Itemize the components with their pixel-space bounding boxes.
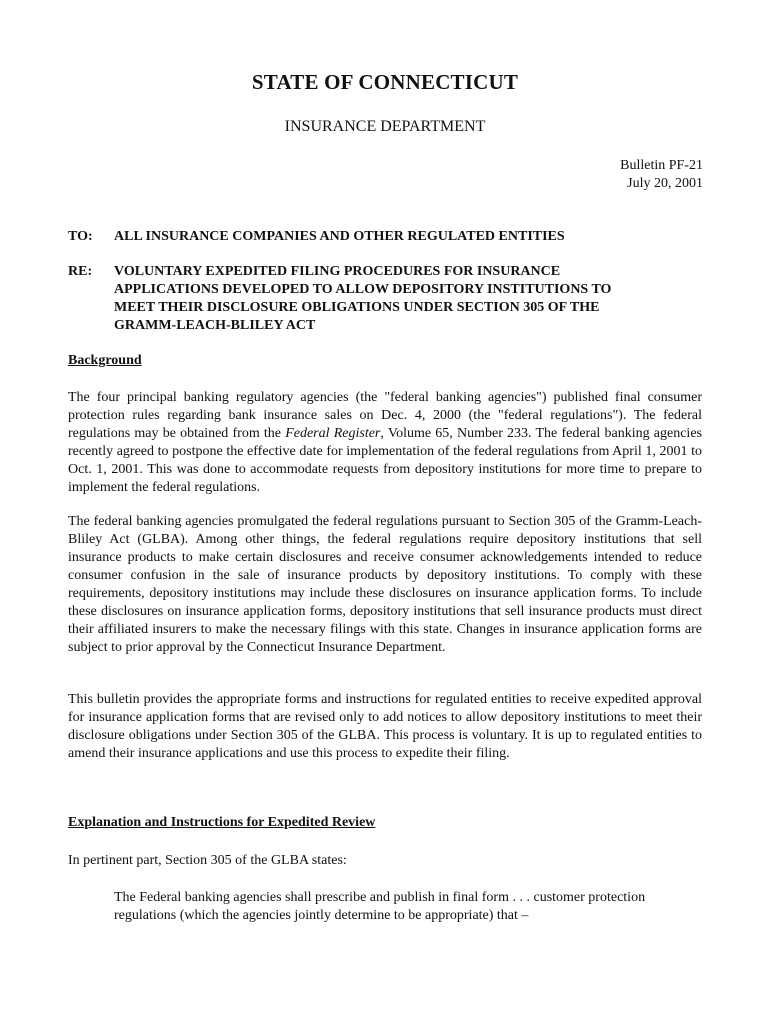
federal-register-italic: Federal Register: [285, 426, 381, 441]
to-text: ALL INSURANCE COMPANIES AND OTHER REGULATED ENTITIES: [114, 229, 565, 244]
bulletin-number: Bulletin PF-21: [620, 158, 703, 173]
bulletin-info: [620, 157, 703, 193]
background-paragraph-3: This bulletin provides the appropriate forms and instructions for regulated entities to receive expedited approval for insurance application forms that are revised only to add notices to allow depository institutions to meet their disclosure obligations under Section 305 of the GLBA. This process is voluntary. It is up to regulated entities to amend their insurance applications and use this process to expedite their filing.: [68, 692, 702, 761]
glba-quote: The Federal banking agencies shall prescribe and publish in final form . . . customer protection regulations (which the agencies jointly determine to be appropriate) that –: [114, 890, 646, 923]
memo-to: [68, 228, 668, 248]
re-label: RE:: [68, 264, 93, 279]
explanation-intro: In pertinent part, Section 305 of the GLBA states:: [68, 853, 347, 868]
background-paragraph-2: The federal banking agencies promulgated the federal regulations pursuant to Section 305 of the Gramm-Leach-Bliley Act (GLBA). Among other things, the federal regulations require depository institutions that sell insurance products to make certain disclosures and receive consumer acknowledgements intended to reduce consumer confusion in the sale of insurance products by depository institutions. To comply with these requirements, depository institutions may include these disclosures on insurance application forms. To include these disclosures on insurance application forms, depository institutions that sell insurance products must direct their affiliated insurers to make the necessary filings with this state. Changes in insurance application forms are subject to prior approval by the Connecticut Insurance Department.: [68, 514, 702, 655]
p1-text-b: , Volume 65, Number 233. The federal banking agencies recently agreed to postpone the effective date for implementation of the federal regulations from April 1, 2001 to Oct. 1, 2001. This was done to accommodate requests from depository institutions for more time to prepare to implement the federal regulations.: [68, 426, 702, 495]
department-name: INSURANCE DEPARTMENT: [284, 118, 486, 135]
p1-text-a: The four principal banking regulatory agencies (the "federal banking agencies") published final consumer protection rules regarding bank insurance sales on Dec. 4, 2000 (the "federal regulations"). The federal regulations may be obtained from the: [68, 390, 702, 441]
explanation-heading: Explanation and Instructions for Expedited Review: [68, 815, 376, 830]
background-heading: Background: [68, 353, 142, 368]
to-label: TO:: [68, 229, 93, 244]
background-paragraph-1: [68, 389, 702, 497]
bulletin-date: July 20, 2001: [627, 176, 703, 191]
document-title: STATE OF CONNECTICUT: [251, 70, 519, 94]
re-text: VOLUNTARY EXPEDITED FILING PROCEDURES FOR INSURANCE APPLICATIONS DEVELOPED TO ALLOW DEPOSITORY INSTITUTIONS TO MEET THEIR DISCLOSURE OBLIGATIONS UNDER SECTION 305 OF THE GRAMM-LEACH-BLILEY ACT: [114, 264, 612, 333]
memo-re: [68, 263, 668, 339]
